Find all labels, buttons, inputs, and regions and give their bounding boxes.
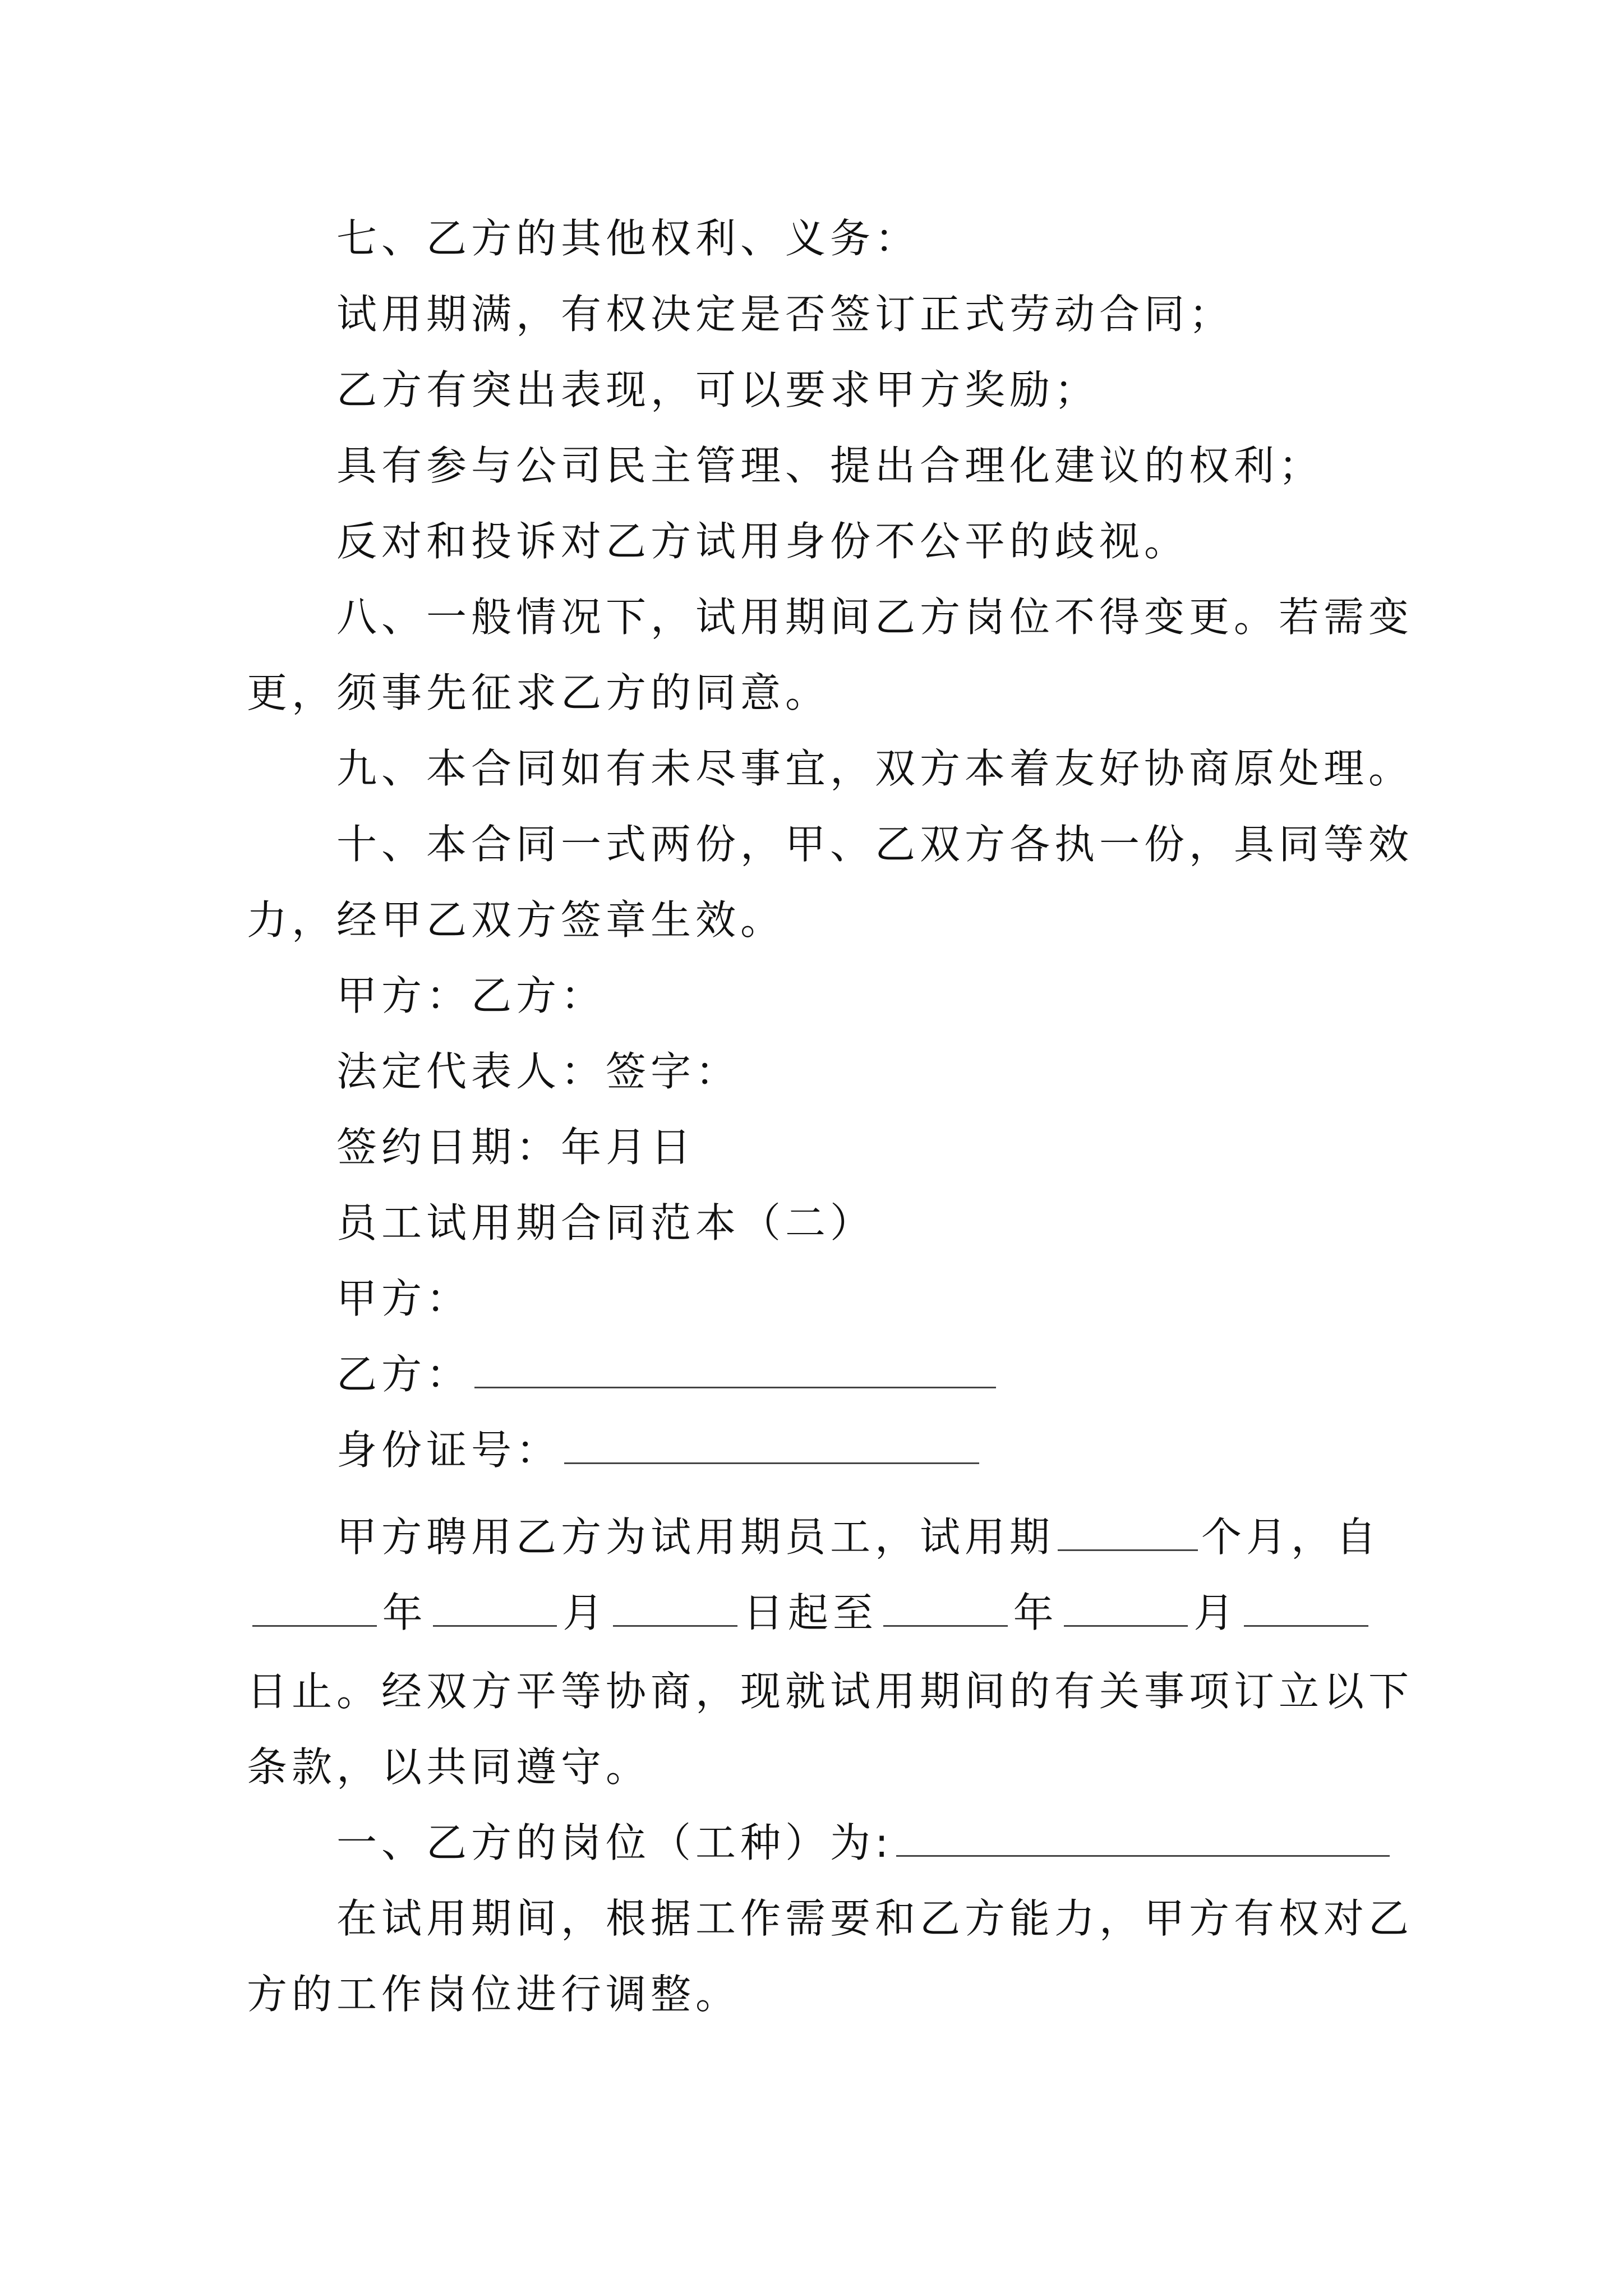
id-number-blank[interactable] [564,1429,979,1464]
probation-date-range [247,1588,1374,1638]
start-day-label: 日起至 [743,1589,878,1636]
party-b-blank[interactable] [474,1353,996,1388]
clause-8-line-2: 更，须事先征求乙方的同意。 [247,669,831,716]
id-number-label: 身份证号： [336,1427,561,1474]
clause-7-item-4: 反对和投诉对乙方试用身份不公平的歧视。 [336,518,1189,565]
hire-line [336,1512,1381,1562]
probation-months-blank[interactable] [1058,1516,1198,1551]
hire-tail-2: 条款，以共同遵守。 [247,1743,651,1791]
signature-date: 签约日期：年月日 [336,1124,696,1171]
clause-10-line-2: 力，经甲乙双方签章生效。 [247,896,786,944]
adjust-line-1: 在试用期间，根据工作需要和乙方能力，甲方有权对乙 [336,1895,1414,1942]
position-label: 一、乙方的岗位（工种）为: [336,1819,893,1866]
end-year-label: 年 [1013,1589,1058,1636]
hire-text-a: 甲方聘用乙方为试用期员工，试用期 [336,1513,1055,1561]
signature-representative: 法定代表人：签字： [336,1048,741,1095]
end-day-blank[interactable] [1244,1591,1368,1627]
contract-title-2: 员工试用期合同范本（二） [336,1199,875,1246]
clause-7-item-1: 试用期满，有权决定是否签订正式劳动合同； [336,291,1234,338]
id-number-line [336,1425,983,1475]
position-line [336,1818,1393,1868]
start-year-label: 年 [382,1589,427,1636]
signature-parties: 甲方：乙方： [336,972,606,1019]
clause-7-item-3: 具有参与公司民主管理、提出合理化建议的权利； [336,442,1324,489]
position-blank[interactable] [896,1821,1390,1857]
clause-9: 九、本合同如有未尽事宜，双方本着友好协商原处理。 [336,745,1414,792]
end-year-blank[interactable] [883,1591,1008,1627]
clause-10-line-1: 十、本合同一式两份，甲、乙双方各执一份，具同等效 [336,821,1414,868]
hire-text-b: 个月，自 [1201,1513,1381,1561]
start-month-blank[interactable] [433,1591,557,1627]
end-month-blank[interactable] [1064,1591,1188,1627]
party-b-label: 乙方： [336,1351,472,1398]
hire-tail-1: 日止。经双方平等协商，现就试用期间的有关事项订立以下 [247,1668,1414,1715]
start-year-blank[interactable] [252,1591,377,1627]
adjust-line-2: 方的工作岗位进行调整。 [247,1971,741,2018]
start-month-label: 月 [562,1589,608,1636]
clause-7-item-2: 乙方有突出表现，可以要求甲方奖励； [336,366,1100,413]
clause-7-heading: 七、乙方的其他权利、义务： [336,215,920,262]
start-day-blank[interactable] [613,1591,737,1627]
end-month-label: 月 [1193,1589,1239,1636]
party-a-label: 甲方： [336,1275,472,1322]
party-b-line [336,1349,999,1400]
clause-8-line-1: 八、一般情况下，试用期间乙方岗位不得变更。若需变 [336,593,1414,641]
